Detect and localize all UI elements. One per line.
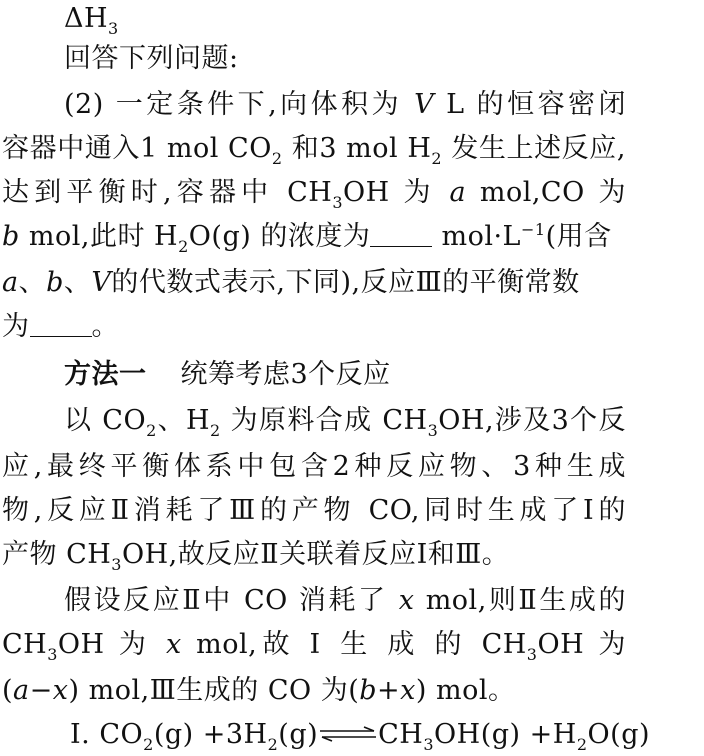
text: OH,涉及3个反 <box>438 405 626 436</box>
subscript: 3 <box>47 645 58 664</box>
subscript: 3 <box>108 19 119 38</box>
text: L 的恒容密闭 <box>446 89 626 120</box>
subscript: 3 <box>526 645 538 664</box>
text: (用含 <box>545 221 612 252</box>
reaction-equation-1 <box>70 718 651 755</box>
text: ( <box>2 675 14 706</box>
para1-line-1 <box>64 404 626 441</box>
question-line-2 <box>2 132 626 169</box>
var-b: b <box>359 675 378 706</box>
para1-line-4 <box>2 538 642 575</box>
text: 为 <box>2 311 30 342</box>
answer-blank-2[interactable] <box>30 314 92 337</box>
method-title: 方法一 <box>64 359 147 390</box>
text: 达到平衡时,容器中 CH <box>2 177 333 208</box>
text: 。 <box>91 311 119 342</box>
var-x: x <box>398 585 415 616</box>
subscript: 2 <box>143 735 154 754</box>
text: mol,故 Ⅰ 生 成 的 CH <box>196 629 527 660</box>
text: O(g) 的浓度为 <box>188 221 371 252</box>
subscript: 3 <box>423 735 435 754</box>
text: mol,此时 H <box>28 221 179 252</box>
var-v: V <box>414 89 435 120</box>
text: mol,CO 为 <box>479 177 626 208</box>
text: CH <box>2 629 48 660</box>
subscript: 2 <box>431 149 443 168</box>
text: 和3 mol H <box>291 133 432 164</box>
answer-blank-1[interactable] <box>370 224 432 247</box>
text: mol·L <box>441 221 521 252</box>
subscript: 2 <box>267 735 279 754</box>
para1-line-3: 物,反应Ⅱ消耗了Ⅲ的产物 CO,同时生成了Ⅰ的 <box>2 495 626 526</box>
question-line-4 <box>2 220 642 257</box>
text: 发生上述反应, <box>451 133 626 164</box>
var-x: x <box>52 675 69 706</box>
text: 假设反应Ⅱ中 CO 消耗了 <box>64 585 388 616</box>
method-subtitle: 统筹考虑3个反应 <box>180 359 391 390</box>
question-line-3 <box>2 176 626 213</box>
subscript: 3 <box>111 555 122 574</box>
subscript: 2 <box>146 421 157 440</box>
method-heading <box>64 358 704 392</box>
text: 产物 CH <box>2 539 112 570</box>
delta-h3 <box>64 2 704 39</box>
subscript: 2 <box>271 149 283 168</box>
text: 为原料合成 CH <box>230 405 428 436</box>
text: OH(g) +H <box>434 719 577 750</box>
text: (g) +3H <box>153 719 268 750</box>
text: ) mol,Ⅲ生成的 CO 为( <box>68 675 360 706</box>
text: 以 CO <box>64 405 147 436</box>
text: OH 为 <box>343 177 436 208</box>
question-line-1 <box>64 88 626 122</box>
var-a: a <box>449 177 467 208</box>
subscript: 2 <box>178 237 189 256</box>
para2-line-2 <box>2 628 626 665</box>
text: (2) 一定条件下,向体积为 <box>64 89 403 120</box>
var-a: a <box>2 267 19 298</box>
var-x: x <box>166 629 182 660</box>
text: O(g) <box>587 719 651 750</box>
text: + <box>377 675 401 706</box>
subscript: 3 <box>332 193 344 212</box>
var-b: b <box>46 267 64 298</box>
text: CH <box>378 719 424 750</box>
question-line-5 <box>2 266 642 300</box>
var-x: x <box>400 675 416 706</box>
text: Ⅰ. CO <box>70 719 144 750</box>
answer-prompt: 回答下列问题: <box>64 43 239 74</box>
para1-line-2: 应,最终平衡体系中包含2种反应物、3种生成 <box>2 451 626 482</box>
text: − <box>29 675 53 706</box>
subscript: 2 <box>210 421 221 440</box>
subscript: 2 <box>576 735 588 754</box>
text: OH 为 <box>537 629 627 660</box>
subscript: 3 <box>427 421 439 440</box>
text: 容器中通入1 mol CO <box>2 133 272 164</box>
para2-line-3 <box>2 674 642 708</box>
text: ) mol。 <box>415 675 516 706</box>
text: mol,则Ⅱ生成的 <box>425 585 626 616</box>
text: 、 <box>18 267 47 298</box>
question-line-6 <box>2 310 642 344</box>
superscript: −1 <box>520 220 546 239</box>
text: 、H <box>156 405 211 436</box>
text: (g) <box>278 719 319 750</box>
text: 的代数式表示,下同),反应Ⅲ的平衡常数 <box>111 267 580 298</box>
text: OH 为 <box>57 629 152 660</box>
para2-line-1 <box>64 584 626 618</box>
var-v: V <box>91 267 112 298</box>
text: OH,故反应Ⅱ关联着反应Ⅰ和Ⅲ。 <box>121 539 510 570</box>
text: 、 <box>63 267 92 298</box>
var-a: a <box>13 675 30 706</box>
delta-h-text: ΔH <box>64 3 109 34</box>
var-b: b <box>2 221 20 252</box>
equilibrium-arrow-icon <box>318 727 378 741</box>
